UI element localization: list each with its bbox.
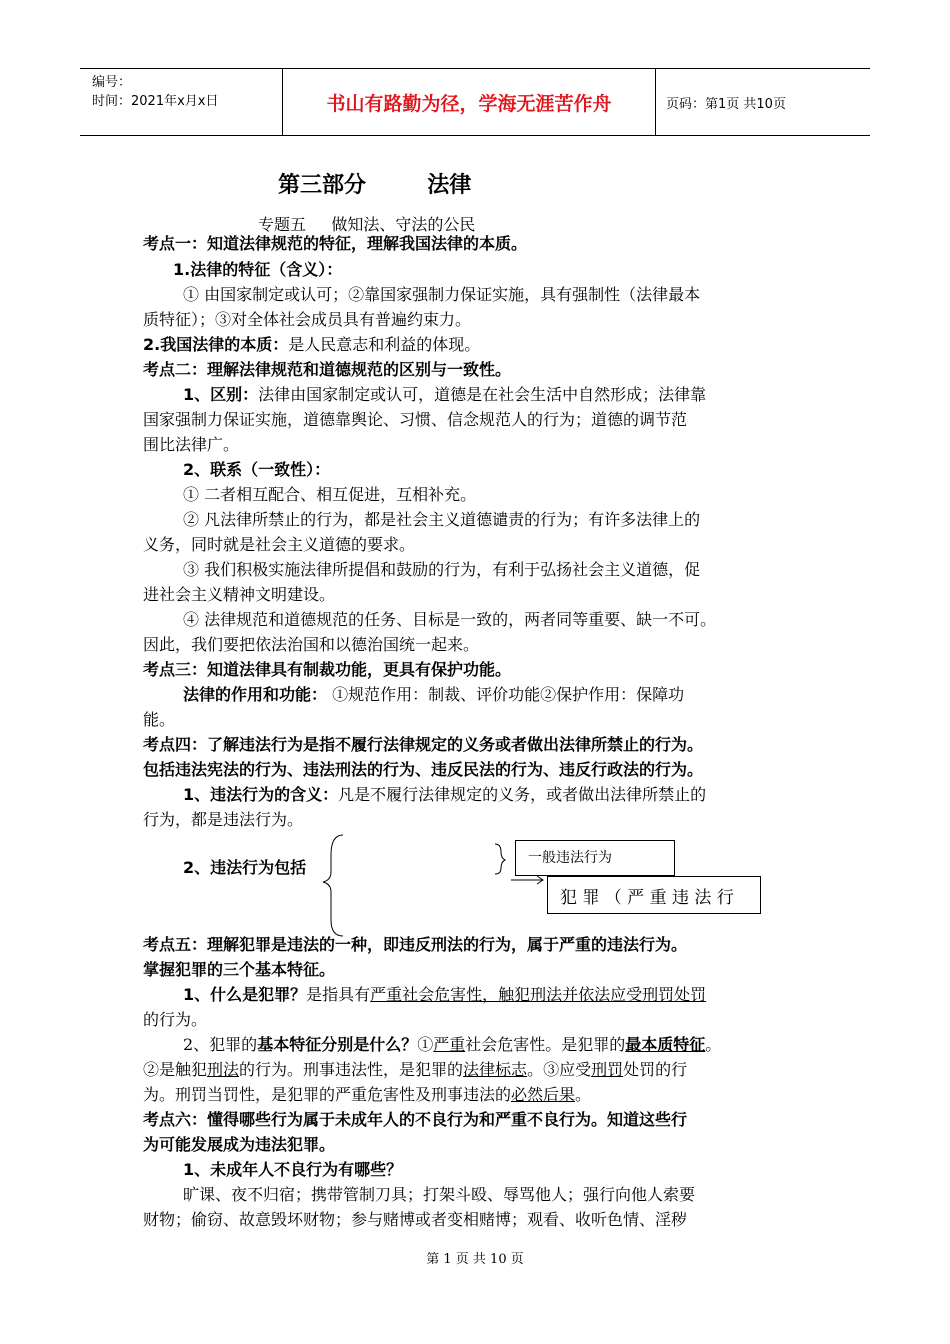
text-span: 2、犯罪的	[183, 1035, 258, 1054]
illegal-meaning-line	[183, 783, 706, 807]
crime-definition-line	[183, 983, 706, 1007]
difference-heading: 1、区别：	[183, 385, 259, 404]
text-span: 。③应受	[527, 1060, 592, 1079]
body-line: 质特征）；③对全体社会成员具有普遍约束力。	[143, 310, 472, 329]
section-heading-2: 考点二：理解法律规范和道德规范的区别与一致性。	[143, 360, 512, 379]
document-time-label: 时间：2021年x月x日	[92, 94, 219, 109]
law-essence-heading: 2.我国法律的本质：	[143, 335, 289, 354]
header-motto: 书山有路勤为径，学海无涯苦作舟	[326, 92, 612, 115]
text-span: 处罚的行	[623, 1060, 688, 1079]
underlined-term: 最本质特征	[625, 1035, 706, 1054]
general-illegal-box	[515, 840, 675, 876]
law-essence-text: 是人民意志和利益的体现。	[288, 335, 481, 354]
large-brace	[323, 835, 343, 936]
difference-text: 法律由国家制定或认可，道德是在社会生活中自然形成；法律靠	[258, 385, 707, 404]
body-line: 围比法律广。	[143, 435, 240, 454]
document-number-label: 编号：	[92, 75, 132, 90]
page-subtitle: 专题五 做知法、守法的公民	[258, 215, 476, 234]
body-line: 的行为。	[143, 1010, 208, 1029]
header-page-info: 页码：第1页 共10页	[666, 96, 786, 112]
crime-features-heading: 基本特征分别是什么？	[257, 1035, 418, 1054]
section-heading-4-cont: 包括违法宪法的行为、违法刑法的行为、违反民法的行为、违反行政法的行为。	[143, 760, 704, 779]
law-function-text: ①规范作用：制裁、评价功能②保护作用：保障功	[327, 685, 685, 704]
body-line: ② 凡法律所禁止的行为，都是社会主义道德谴责的行为；有许多法律上的	[183, 510, 701, 529]
header-page-cell	[656, 69, 870, 135]
section-heading-6: 考点六：懂得哪些行为属于未成年人的不良行为和严重不良行为。知道这些行	[143, 1110, 688, 1129]
crime-definition-text: 是指具有	[306, 985, 371, 1004]
text-span: 的行为。刑事违法性，是犯罪的	[239, 1060, 464, 1079]
crime-box	[547, 876, 761, 914]
difference-line	[183, 383, 706, 407]
section-heading-4: 考点四：了解违法行为是指不履行法律规定的义务或者做出法律所禁止的行为。	[143, 735, 704, 754]
body-line: 进社会主义精神文明建设。	[143, 585, 336, 604]
body-line: ③ 我们积极实施法律所提倡和鼓励的行为，有利于弘扬社会主义道德，促	[183, 560, 701, 579]
page-title: 第三部分 法律	[278, 173, 472, 198]
general-illegal-label: 一般违法行为	[528, 850, 612, 866]
page-footer: 第 1 页 共 10 页	[426, 1252, 524, 1267]
small-brace	[495, 844, 505, 874]
connection-heading: 2、联系（一致性）：	[183, 460, 331, 479]
law-function-line	[183, 683, 684, 707]
underlined-term: 刑罚	[591, 1060, 624, 1079]
body-line: 因此，我们要把依法治国和以德治国统一起来。	[143, 635, 480, 654]
underlined-term: 法律标志	[463, 1060, 528, 1079]
body-line: ④ 法律规范和道德规范的任务、目标是一致的，两者同等重要、缺一不可。	[183, 610, 717, 629]
text-span: ②是触犯	[143, 1060, 208, 1079]
header-motto-cell	[282, 69, 656, 135]
header-left-cell	[80, 69, 282, 135]
illegal-meaning-text: 凡是不履行法律规定的义务，或者做出法律所禁止的	[338, 785, 707, 804]
illegal-includes-label: 2、违法行为包括	[183, 858, 307, 877]
text-span: 为。刑罚当罚性，是犯罪的严重危害性及刑事违法的	[143, 1085, 512, 1104]
body-line: 旷课、夜不归宿；携带管制刀具；打架斗殴、辱骂他人；强行向他人索要	[183, 1185, 696, 1204]
body-line: ① 由国家制定或认可；②靠国家强制力保证实施，具有强制性（法律最本	[183, 285, 701, 304]
brace-diagram	[323, 830, 543, 940]
underlined-term: 刑法	[207, 1060, 240, 1079]
law-essence-line	[143, 333, 480, 357]
section-heading-6-cont: 为可能发展成为违法犯罪。	[143, 1135, 336, 1154]
law-function-heading: 法律的作用和功能：	[183, 685, 328, 704]
body-line	[143, 1083, 591, 1107]
law-features-heading: 1.法律的特征（含义）：	[173, 260, 343, 279]
body-line: 国家强制力保证实施，道德靠舆论、习惯、信念规范人的行为；道德的调节范	[143, 410, 688, 429]
underlined-term: 严重	[433, 1035, 466, 1054]
body-line: 义务，同时就是社会主义道德的要求。	[143, 535, 416, 554]
header-table	[80, 68, 870, 136]
illegal-meaning-heading: 1、违法行为的含义：	[183, 785, 339, 804]
section-heading-1: 考点一：知道法律规范的特征，理解我国法律的本质。	[143, 234, 528, 253]
section-heading-5-cont: 掌握犯罪的三个基本特征。	[143, 960, 336, 979]
body-line: 能。	[143, 710, 176, 729]
crime-definition-underlined: 严重社会危害性，触犯刑法并依法应受刑罚处罚	[370, 985, 707, 1004]
minor-bad-behavior-heading: 1、未成年人不良行为有哪些？	[183, 1160, 403, 1179]
body-line: 行为，都是违法行为。	[143, 810, 304, 829]
crime-label: 犯 罪 （ 严 重 违 法 行	[560, 888, 734, 908]
text-span: ①	[417, 1035, 434, 1054]
text-span: 。	[705, 1035, 722, 1054]
body-line: 财物；偷窃、故意毁坏财物；参与赌博或者变相赌博；观看、收听色情、淫秽	[143, 1210, 688, 1229]
body-line: ① 二者相互配合、相互促进，互相补充。	[183, 485, 477, 504]
crime-definition-heading: 1、什么是犯罪？	[183, 985, 307, 1004]
body-line	[143, 1058, 687, 1082]
section-heading-5: 考点五：理解犯罪是违法的一种，即违反刑法的行为，属于严重的违法行为。	[143, 935, 688, 954]
crime-features-line	[183, 1033, 721, 1057]
text-span: 。	[575, 1085, 592, 1104]
underlined-term: 必然后果	[511, 1085, 576, 1104]
section-heading-3: 考点三：知道法律具有制裁功能，更具有保护功能。	[143, 660, 512, 679]
text-span: 社会危害性。是犯罪的	[465, 1035, 626, 1054]
